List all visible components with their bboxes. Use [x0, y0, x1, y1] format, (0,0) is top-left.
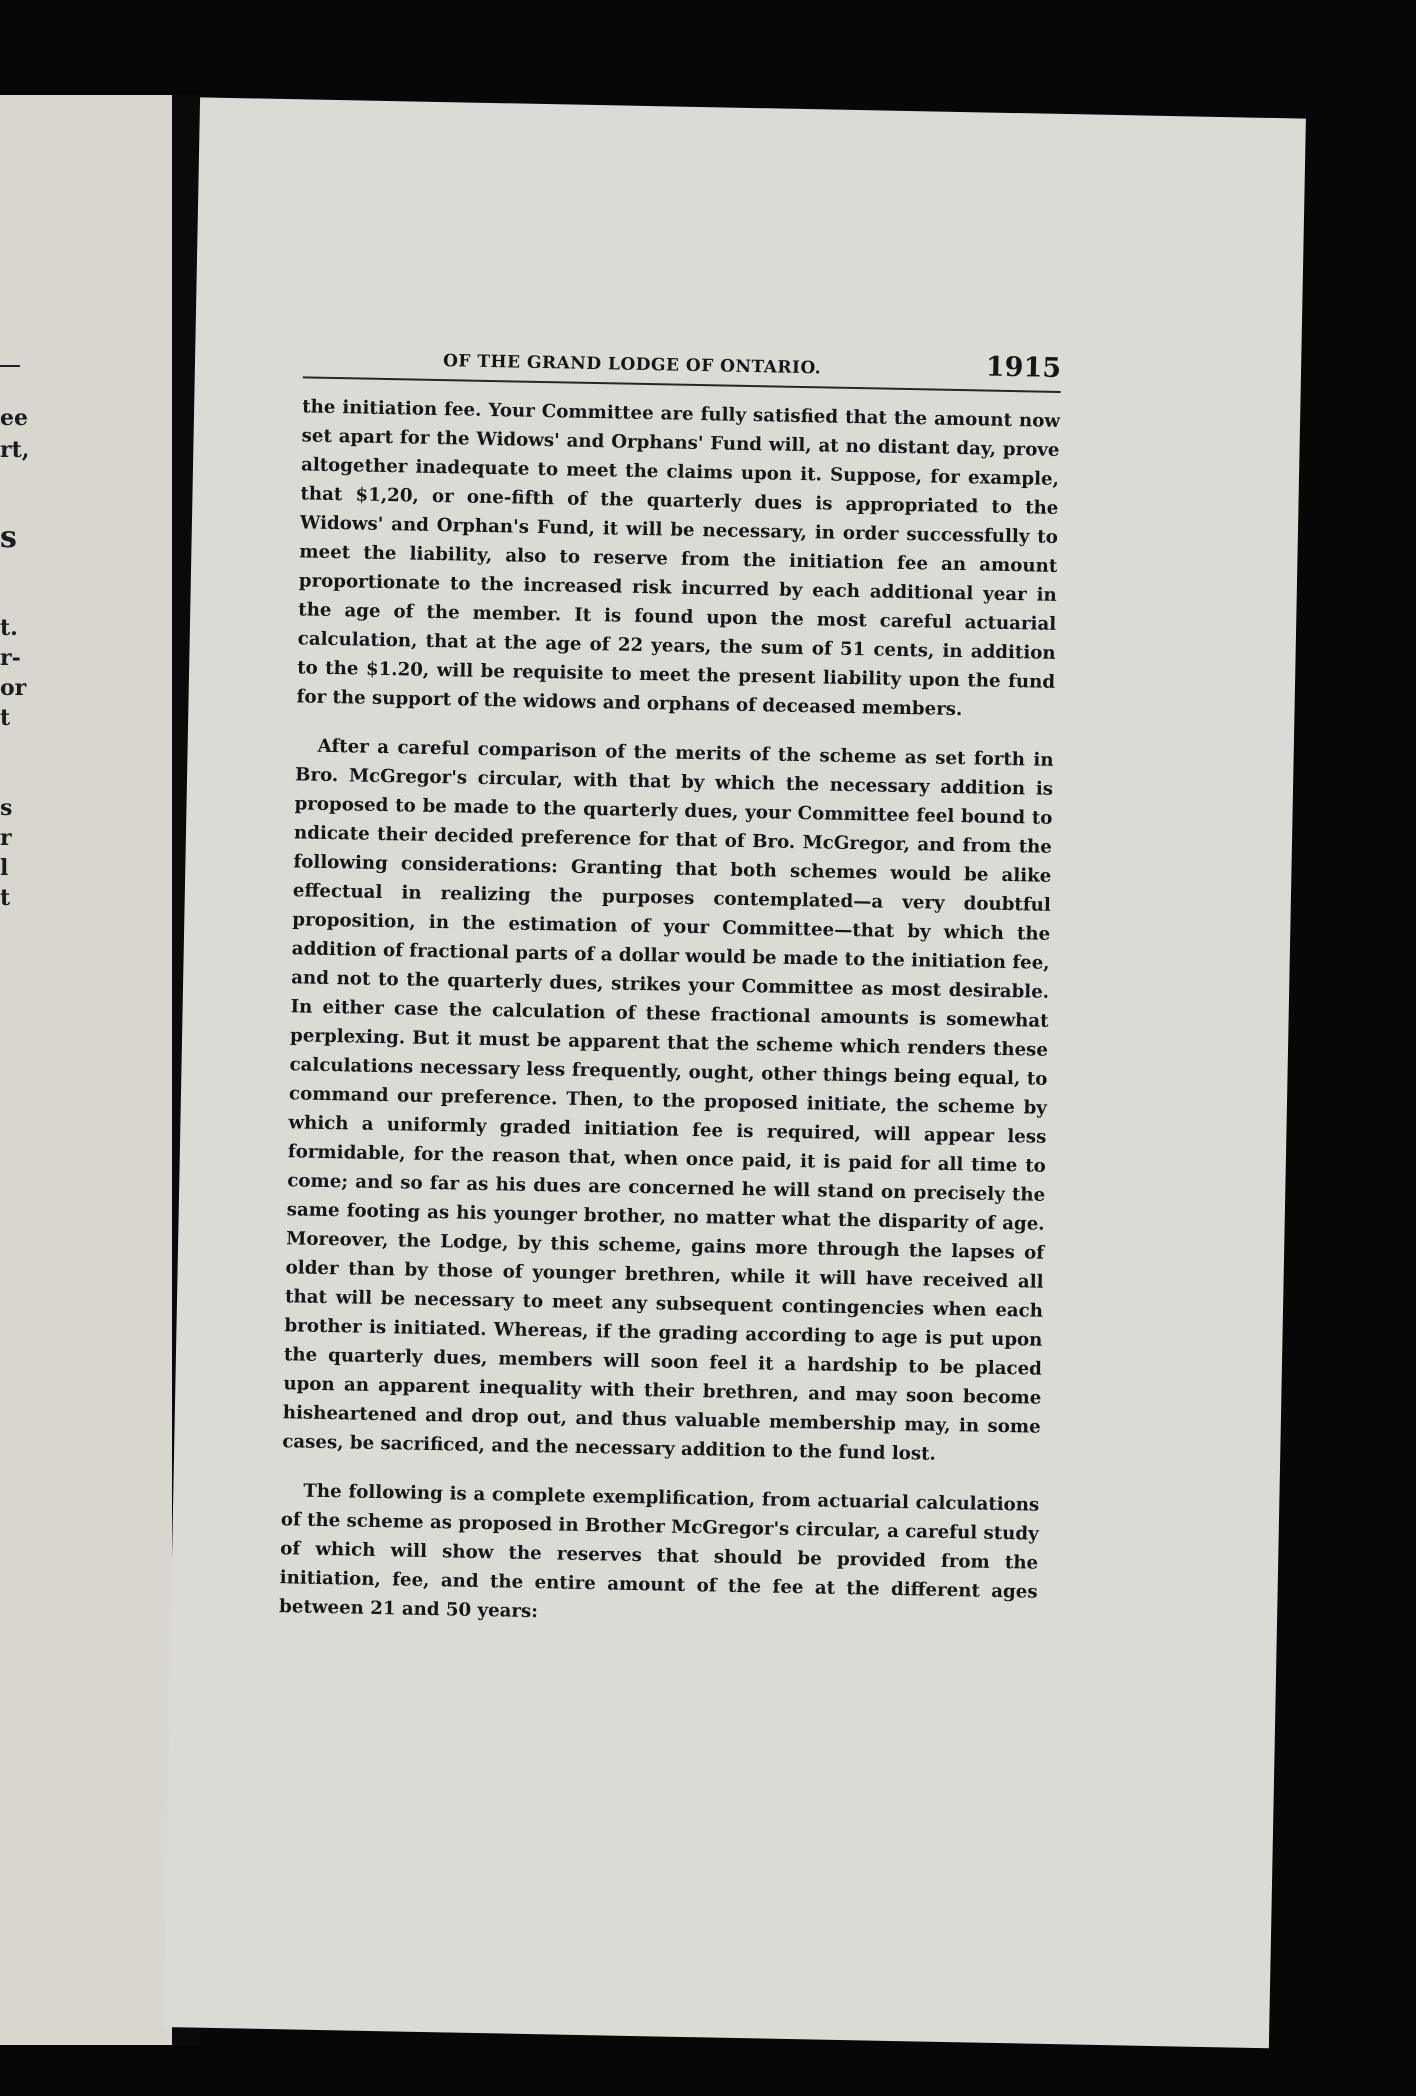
- paragraph: the initiation fee. Your Committee are fully satisfied that the amount now set apart for the Widows' and Orphans' Fund will, at no distant day, prove altogether inadequate to meet the claims upon it. Suppose, for example, that $1,20, or one-fifth of the quarterly dues is appropriated to the Widows' and Orphan's Fund, it will be necessary, in order successfully to meet the liability, also to reserve from the initiation fee an amount proportionate to the increased risk incurred by each additional year in the age of the member. It is found upon the most careful actuarial calculation, that at the age of 22 years, the sum of 51 cents, in addition to the $1.20, will be requisite to meet the present liability upon the fund for the support of the widows and orphans of deceased members.: [296, 396, 1061, 721]
- left-fragment: l: [0, 855, 9, 881]
- left-fragment: r-: [0, 645, 21, 671]
- left-page-rule: [0, 365, 20, 367]
- left-page-edge: [0, 95, 172, 2045]
- left-fragment: t: [0, 705, 11, 731]
- page-content: [279, 334, 1062, 1635]
- left-page-text-fragments: [0, 95, 172, 2045]
- page-header: [303, 334, 1062, 393]
- paragraph: After a careful comparison of the merits of the scheme as set forth in Bro. McGregor's circular, with that by which the necessary addition is proposed to be made to the quarterly dues, your Committee feel bound to ndicate their decided preference for that of Bro. McGregor, and from the following considerations: Granting that both schemes would be alike effectual in realizing the purposes contemplated—a very doubtful proposition, in the estimation of your Committee—that by which the addition of fractional parts of a dollar would be made to the initiation fee, and not to the quarterly dues, strikes your Committee as most desirable. In either case the calculation of these fractional amounts is somewhat perplexing. But it must be apparent that the scheme which renders these calculations necessary less frequently, ought, other things being equal, to command our preference. Then, to the proposed initiate, the scheme by which a uniformly graded initiation fee is required, will appear less formidable, for the reason that, when once paid, it is paid for all time to come; and so far as his dues are concerned he will stand on precisely the same footing as his younger brother, no matter what the disparity of age. Moreover, the Lodge, by this scheme, gains more through the lapses of older than by those of younger brethren, while it will have received all that will be necessary to meet any subsequent contingencies when each brother is initiated. Whereas, if the grading according to age is put upon the quarterly dues, members will soon feel it a hardship to be placed upon an apparent inequality with their brethren, and may soon become hisheartened and drop out, and thus valuable membership may, in some cases, be sacrificed, and the necessary addition to the fund lost.: [282, 735, 1054, 1465]
- left-fragment: t.: [0, 615, 18, 641]
- scanned-page: [163, 97, 1306, 2048]
- page-number: 1915: [985, 351, 1062, 384]
- left-fragment: ee: [0, 405, 28, 431]
- left-fragment: s: [0, 520, 17, 555]
- left-fragment: s: [0, 795, 13, 821]
- left-fragment: or: [0, 675, 27, 701]
- left-fragment: t: [0, 885, 11, 911]
- left-fragment: r: [0, 825, 12, 851]
- running-head: OF THE GRAND LODGE OF ONTARIO.: [442, 351, 822, 379]
- paragraph: The following is a complete exemplification, from actuarial calculations of the scheme as proposed in Brother McGregor's circular, a careful study of which will show the reserves that should be provided from the initiation, fee, and the entire amount of the fee at the different ages between 21 and 50 years:: [278, 1480, 1040, 1623]
- left-fragment: rt,: [0, 437, 30, 463]
